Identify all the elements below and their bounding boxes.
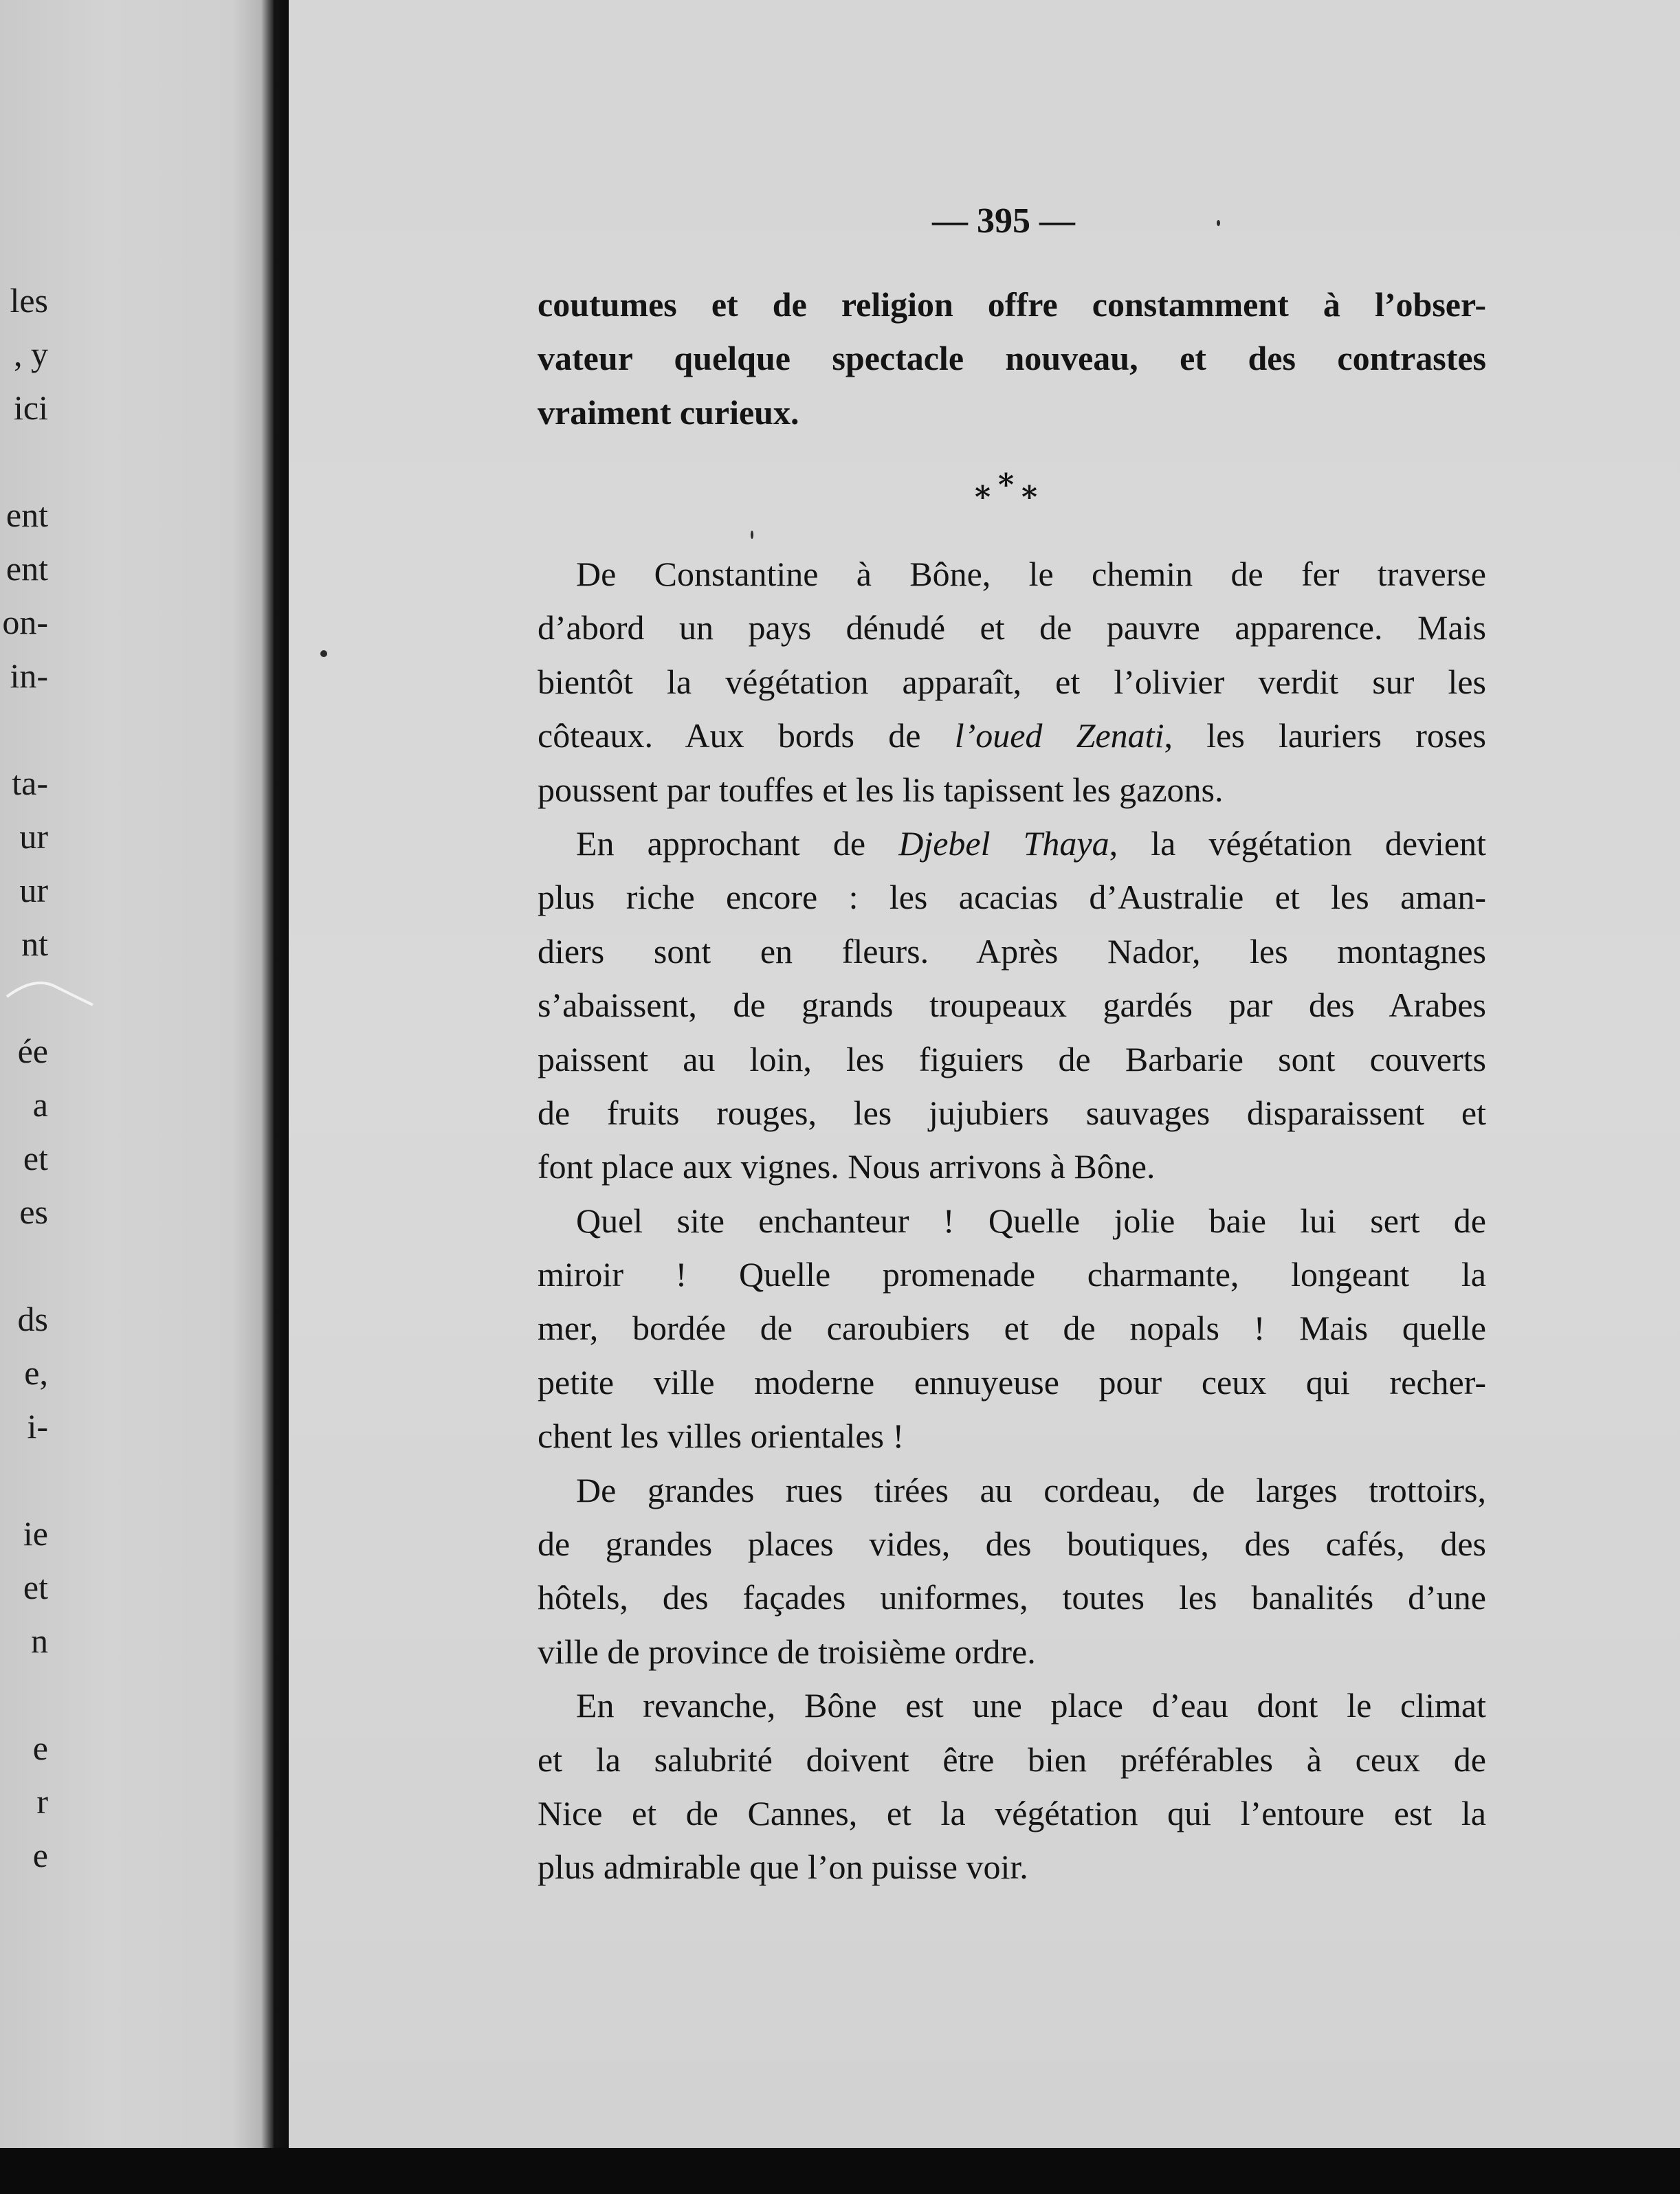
text-run: côteaux. Aux bords de [538, 716, 955, 755]
left-fragment: ds [17, 1300, 48, 1338]
text-line [538, 817, 1486, 870]
page-number: — 395 — [932, 201, 1075, 241]
left-fragment: i- [27, 1407, 48, 1445]
place-name-oued-zenati: l’oued Zenati [954, 716, 1164, 755]
text-line: plus admirable que l’on puisse voir. [538, 1848, 1028, 1887]
text-line: font place aux vignes. Nous arrivons à Bône. [538, 1147, 1156, 1186]
left-fragment: ta- [12, 764, 48, 802]
left-fragment: , y [14, 335, 48, 373]
left-fragment: ent [5, 549, 48, 588]
text-line: chent les villes orientales ! [538, 1417, 905, 1456]
text-line: mer, bordée de caroubiers et de nopals ! Mais quelle [538, 1309, 1486, 1348]
text-run: , la végétation devient [1109, 823, 1486, 863]
left-fragment: e [32, 1729, 48, 1767]
text-line: vateur quelque spectacle nouveau, et des contrastes [538, 339, 1486, 378]
left-fragment: on- [2, 603, 48, 641]
text-line: de grandes places vides, des boutiques, des cafés, des [538, 1525, 1486, 1564]
text-line: coutumes et de religion offre constamment à l’obser- [538, 285, 1486, 324]
text-line: d’abord un pays dénudé et de pauvre apparence. Mais [538, 608, 1486, 647]
book-gutter [261, 0, 289, 2148]
text-line: En revanche, Bône est une place d’eau dont le climat [576, 1686, 1486, 1725]
text-line: De Constantine à Bône, le chemin de fer traverse [576, 555, 1486, 593]
paragraph-continuation [538, 278, 1486, 439]
text-line: bientôt la végétation apparaît, et l’olivier verdit sur les [538, 662, 1486, 701]
text-line: ville de province de troisième ordre. [538, 1632, 1036, 1671]
text-line: paissent au loin, les figuiers de Barbarie sont couverts [538, 1039, 1486, 1078]
text-line: petite ville moderne ennuyeuse pour ceux qui recher- [538, 1362, 1486, 1401]
scan-speck [1217, 220, 1220, 226]
left-fragment: ur [19, 871, 48, 909]
text-line: et la salubrité doivent être bien préférables à ceux de [538, 1740, 1486, 1779]
asterism-ornament: * * * [975, 467, 1038, 515]
text-line: vraiment curieux. [538, 392, 799, 432]
text-line: s’abaissent, de grands troupeaux gardés par des Arabes [538, 986, 1486, 1025]
text-line: Quel site enchanteur ! Quelle jolie baie lui sert de [576, 1201, 1486, 1240]
previous-page-edge [0, 0, 274, 2148]
main-text [538, 547, 1486, 1894]
text-line: de fruits rouges, les jujubiers sauvages disparaissent et [538, 1093, 1486, 1132]
left-fragment: ée [17, 1032, 48, 1070]
scan-speck [320, 650, 327, 657]
left-fragment: nt [21, 924, 48, 963]
place-name-djebel-thaya: Djebel Thaya [898, 823, 1109, 863]
left-fragment: e, [24, 1353, 48, 1392]
left-fragment: les [10, 281, 48, 320]
left-fragment: e [32, 1836, 48, 1874]
text-line: Nice et de Cannes, et la végétation qui l’entoure est la [538, 1793, 1486, 1832]
text-run: , les lauriers roses [1164, 716, 1486, 755]
left-fragment: in- [10, 656, 48, 695]
left-fragment: r [36, 1782, 48, 1821]
text-line: poussent par touffes et les lis tapissent les gazons. [538, 770, 1224, 809]
scan-speck [751, 531, 753, 539]
text-line: plus riche encore : les acacias d’Australie et les aman- [538, 878, 1486, 917]
text-line: hôtels, des façades uniformes, toutes les banalités d’une [538, 1578, 1486, 1617]
text-line [538, 709, 1486, 762]
left-fragment: et [23, 1568, 48, 1606]
text-run: En approchant de [576, 823, 899, 863]
text-line: De grandes rues tirées au cordeau, de larges trottoirs, [576, 1470, 1486, 1509]
page-crease-mark [0, 969, 96, 1010]
left-fragment: n [31, 1621, 48, 1660]
left-fragment: es [19, 1193, 48, 1231]
text-line: diers sont en fleurs. Après Nador, les montagnes [538, 931, 1486, 971]
left-fragment: ent [5, 496, 48, 534]
left-fragment: et [23, 1139, 48, 1177]
left-fragment: ici [14, 388, 48, 427]
left-fragment: ur [19, 817, 48, 856]
scan-bottom-border [0, 2148, 1680, 2194]
left-fragment: ie [23, 1514, 48, 1553]
left-fragment: a [32, 1085, 48, 1124]
text-line: miroir ! Quelle promenade charmante, longeant la [538, 1255, 1486, 1294]
